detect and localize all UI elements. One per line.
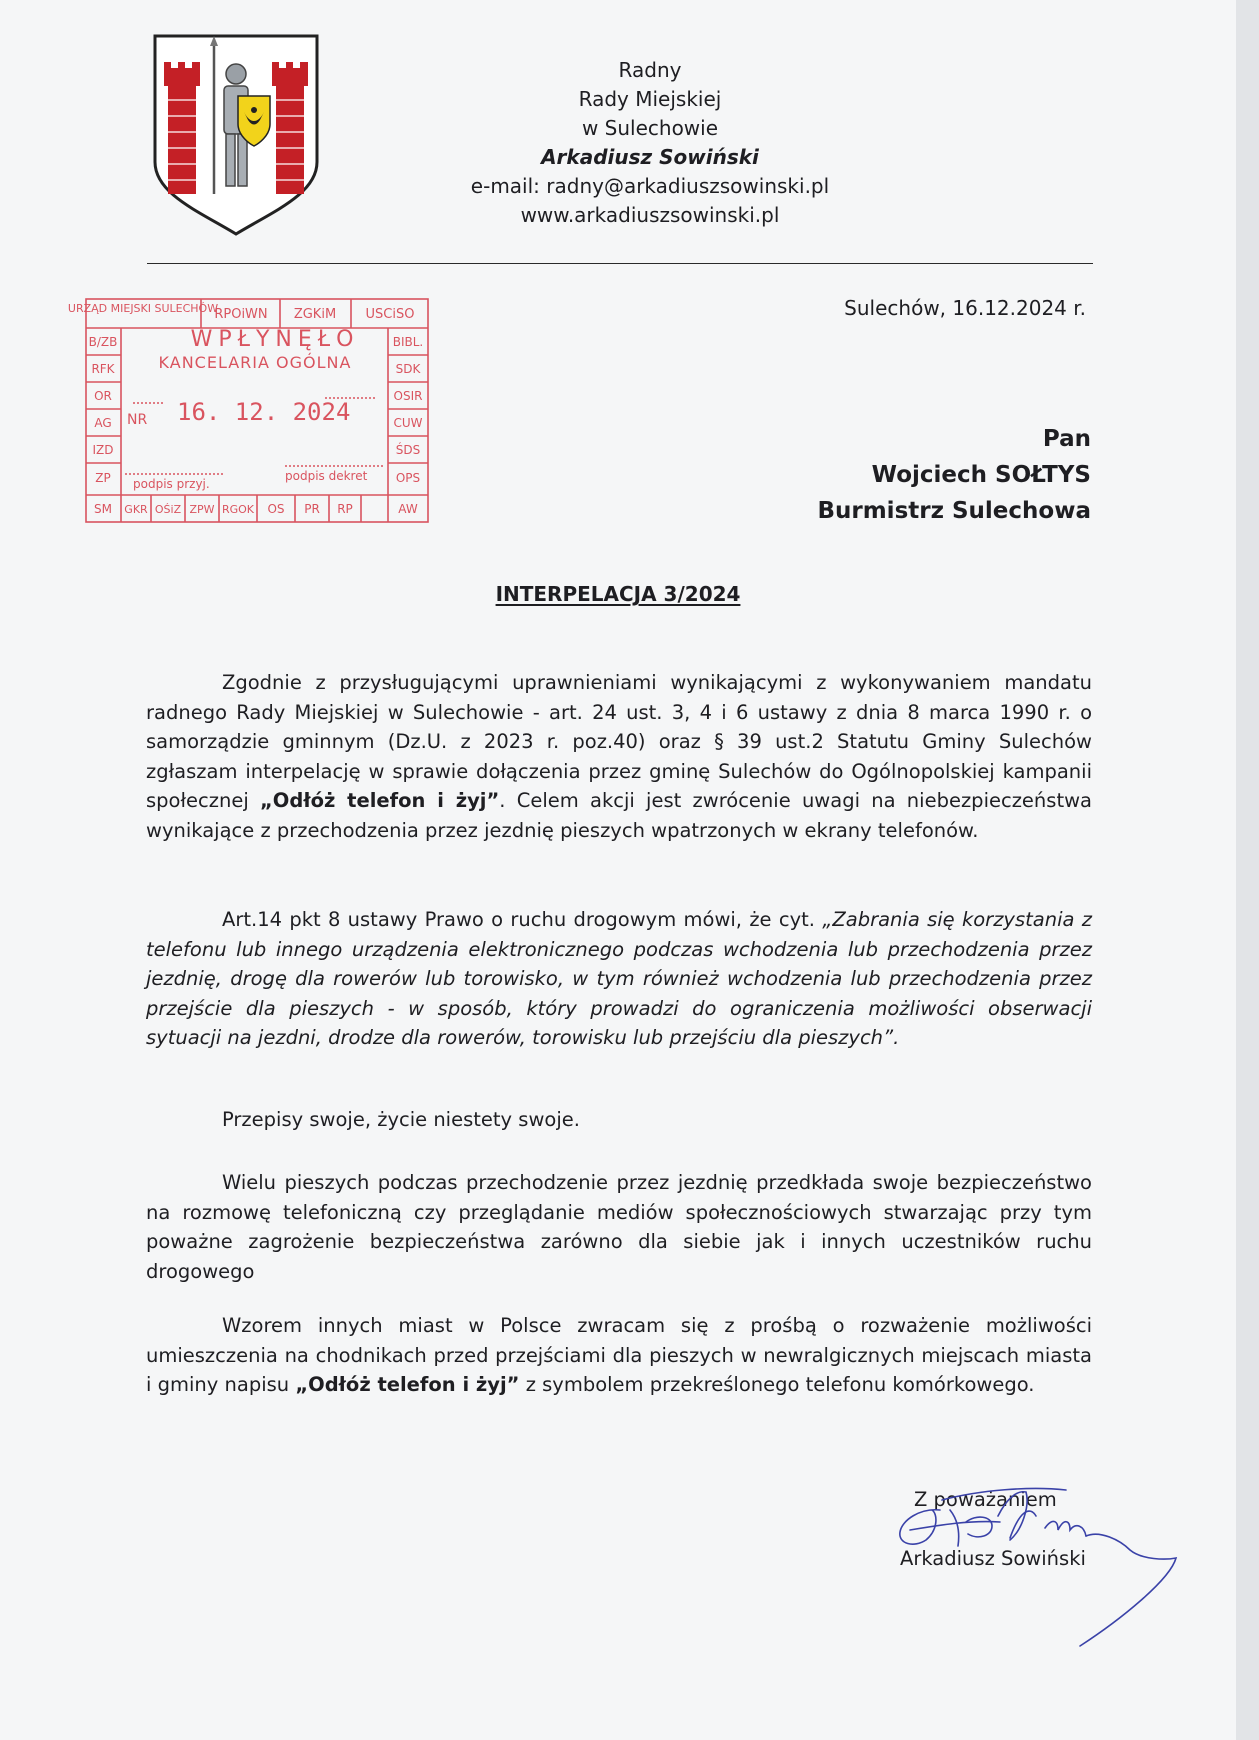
stamp-cell: OSIR <box>393 389 423 403</box>
stamp-date: 16. 12. 2024 <box>177 398 351 426</box>
stamp-received: WPŁYNĘŁO <box>190 327 360 352</box>
stamp-office: KANCELARIA OGÓLNA <box>158 353 352 372</box>
addressee-name: Wojciech SOŁTYS <box>871 462 1091 488</box>
stamp-cell: IZD <box>92 443 114 457</box>
stamp-cell: AG <box>94 416 112 430</box>
stamp-cell: RGOK <box>221 503 255 516</box>
stamp-sign-accepted: podpis przyj. <box>133 477 210 491</box>
stamp-cell: ZPW <box>189 503 215 516</box>
stamp-cell: ZP <box>95 471 111 485</box>
law-quote: „Zabrania się korzystania z telefonu lub innego urządzenia elektronicznego podczas wchodzenia lub przechodzenia przez jezdnię, drogę dla rowerów lub torowisko, w tym również wchodzenia lub przechodzenia przez przejście dla pieszych - w sposób, który prowadzi do ograniczenia możliwości obserwacji sytuacji na jezdni, drodze dla rowerów, torowisku lub przejściu dla pieszych”. <box>146 908 1092 1049</box>
addressee-salutation: Pan <box>1042 426 1091 452</box>
stamp-cell: B/ZB <box>88 335 118 349</box>
sender-role: Radny <box>618 58 682 82</box>
header-divider <box>147 263 1093 264</box>
addressee-title: Burmistrz Sulechowa <box>817 498 1091 524</box>
stamp-office-label: URZĄD MIEJSKI SULECHÓW <box>67 302 219 315</box>
stamp-cell: RPOiWN <box>214 307 268 322</box>
stamp-nr-label: NR <box>127 412 148 428</box>
stamp-cell: OŚiZ <box>154 503 182 516</box>
stamp-cell: OPS <box>395 471 421 485</box>
registry-stamp <box>67 298 430 524</box>
paragraph-2: Art.14 pkt 8 ustawy Prawo o ruchu drogowym mówi, że cyt. „Zabrania się korzystania z telefonu lub innego urządzenia elektronicznego podczas wchodzenia lub przechodzenia przez jezdnię, drogę dla rowerów lub torowisko, w tym również wchodzenia lub przechodzenia przez przejście dla pieszych - w sposób, który prowadzi do ograniczenia możliwości obserwacji sytuacji na jezdni, drodze dla rowerów, torowisku lub przejściu dla pieszych”. <box>146 908 1092 1049</box>
stamp-cell: OR <box>94 389 112 403</box>
scan-edge <box>1236 0 1259 1740</box>
stamp-cell: OS <box>267 502 285 516</box>
stamp-cell: SDK <box>395 362 421 376</box>
letter-date: Sulechów, 16.12.2024 r. <box>844 296 1086 320</box>
sender-header <box>440 56 860 230</box>
paragraph-5: Wzorem innych miast w Polsce zwracam się z prośbą o rozważenie możliwości umieszczenia na chodnikach przed przejściami dla pieszych w newralgicznych miejscach miasta i gminy napisu „Odłóż telefon i żyj” z symbolem przekreślonego telefonu komórkowego. <box>146 1314 1092 1396</box>
sender-website: www.arkadiuszsowinski.pl <box>520 203 780 227</box>
addressee-block <box>817 421 1091 529</box>
stamp-cell: USCiSO <box>365 307 415 322</box>
stamp-cell: RFK <box>91 362 115 376</box>
closing-phrase: Z poważaniem <box>914 1488 1057 1511</box>
document-title: INTERPELACJA 3/2024 <box>495 582 741 606</box>
sender-email: e-mail: radny@arkadiuszsowinski.pl <box>470 174 830 198</box>
stamp-cell: CUW <box>393 416 423 430</box>
handwritten-signature <box>880 1470 1190 1650</box>
stamp-cell: ŚDS <box>395 443 421 457</box>
sender-council: Rady Miejskiej <box>578 87 722 111</box>
sender-name: Arkadiusz Sowiński <box>541 145 759 169</box>
stamp-cell: RP <box>337 502 353 516</box>
stamp-cell: PR <box>304 502 320 516</box>
coat-of-arms-logo <box>152 34 320 236</box>
stamp-cell: BIBL. <box>392 335 424 349</box>
stamp-sign-decree: podpis dekret <box>285 469 368 483</box>
campaign-name: „Odłóż telefon i żyj” <box>295 1373 520 1396</box>
paragraph-1: Zgodnie z przysługującymi uprawnieniami wynikającymi z wykonywaniem mandatu radnego Rady Miejskiej w Sulechowie - art. 24 ust. 3, 4 i 6 ustawy z dnia 8 marca 1990 r. o samorządzie gminnym (Dz.U. z 2023 r. poz.40) oraz § 39 ust.2 Statutu Gminy Sulechów zgłaszam interpelację w sprawie dołączenia przez gminę Sulechów do Ogólnopolskiej kampanii społecznej „Odłóż telefon i żyj”. Celem akcji jest zwrócenie uwagi na niebezpieczeństwa wynikające z przechodzenia przez jezdnię pieszych wpatrzonych w ekrany telefonów. <box>146 671 1092 842</box>
paragraph-3: Przepisy swoje, życie niestety swoje. <box>222 1108 580 1131</box>
campaign-name: „Odłóż telefon i żyj” <box>259 789 500 812</box>
sender-town: w Sulechowie <box>581 116 719 140</box>
signer-name: Arkadiusz Sowiński <box>900 1547 1086 1570</box>
stamp-cell: SM <box>94 502 112 516</box>
stamp-cell: GKR <box>124 503 148 516</box>
stamp-cell: AW <box>398 502 418 516</box>
stamp-cell: ZGKiM <box>293 307 337 322</box>
paragraph-4: Wielu pieszych podczas przechodzenie przez jezdnię przedkłada swoje bezpieczeństwo na rozmowę telefoniczną czy przeglądanie mediów społecznościowych stwarzając przy tym poważne zagrożenie bezpieczeństwa zarówno dla siebie jak i innych uczestników ruchu drogowego <box>146 1171 1092 1283</box>
